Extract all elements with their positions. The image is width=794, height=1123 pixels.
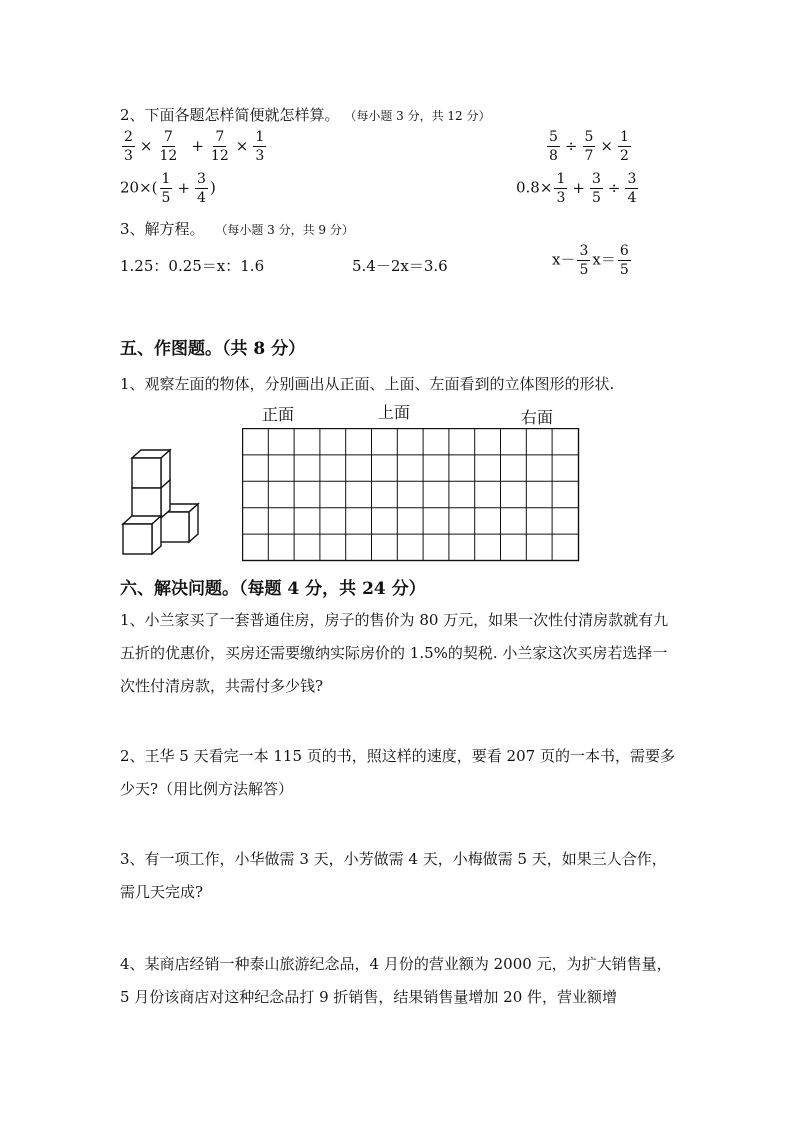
label-right-view: 右面 — [521, 408, 554, 427]
problem-1: 1、小兰家买了一套普通住房，房子的售价为 80 万元，如果一次性付清房款就有九五折的优惠价，买房还需要缴纳实际房价的 1.5%的契税. 小兰家这次买房若选择一次性付清房款，共需付多少钱? — [120, 611, 669, 695]
problem-3: 3、有一项工作，小华做需 3 天，小芳做需 4 天，小梅做需 5 天，如果三人合作，需几天完成? — [120, 850, 667, 901]
equation-2: 5.4－2x＝3.6 — [352, 257, 448, 275]
expression-3: 20×( $\frac{1}{5}$ + $\frac{3}{4}$ ) — [120, 171, 216, 206]
equation-3: x－ $\frac{3}{5}$ x＝ $\frac{6}{5}$ — [552, 243, 629, 278]
expression-2: $\frac{5}{8}$ ÷ $\frac{5}{7}$ × $\frac{1}{2}$ — [549, 129, 629, 164]
problem-4: 4、某商店经销一种泰山旅游纪念品，4 月份的营业额为 2000 元，为扩大销售量，5 月份该商店对这种纪念品打 9 折销售，结果销售量增加 20 件，营业额增 — [120, 955, 672, 1006]
question-3-title — [120, 218, 354, 239]
question-2-note: （每小题 3 分，共 12 分） — [344, 109, 491, 123]
expression-4: 0.8× $\frac{1}{3}$ + $\frac{3}{5}$ ÷ $\frac{3}{4}$ — [516, 171, 637, 206]
problem-2: 2、王华 5 天看完一本 115 页的书，照这样的速度，要看 207 页的一本书，需要多少天?（用比例方法解答） — [120, 747, 675, 798]
drawing-grid — [242, 428, 580, 562]
section-5-heading: 五、作图题。（共 8 分） — [120, 339, 306, 359]
label-top-view: 上面 — [378, 403, 411, 422]
expression-1: $\frac{2}{3}$ × $\frac{7}{12}$ + $\frac{7}{12}$ × $\frac{1}{3}$ — [124, 129, 265, 164]
stacked-cubes-figure — [118, 444, 202, 556]
question-3-note: （每小题 3 分，共 9 分） — [215, 223, 354, 237]
question-2-title — [120, 104, 491, 125]
equation-1: 1.25：0.25＝x：1.6 — [120, 257, 265, 275]
section-6-heading: 六、解决问题。（每题 4 分，共 24 分） — [120, 579, 426, 599]
label-front-view: 正面 — [262, 405, 295, 424]
question-3-text: 3、解方程。 — [120, 220, 205, 238]
drawing-question-1: 1、观察左面的物体，分别画出从正面、上面、左面看到的立体图形的形状. — [120, 375, 615, 393]
question-2-text: 2、下面各题怎样简便就怎样算。 — [120, 106, 340, 124]
